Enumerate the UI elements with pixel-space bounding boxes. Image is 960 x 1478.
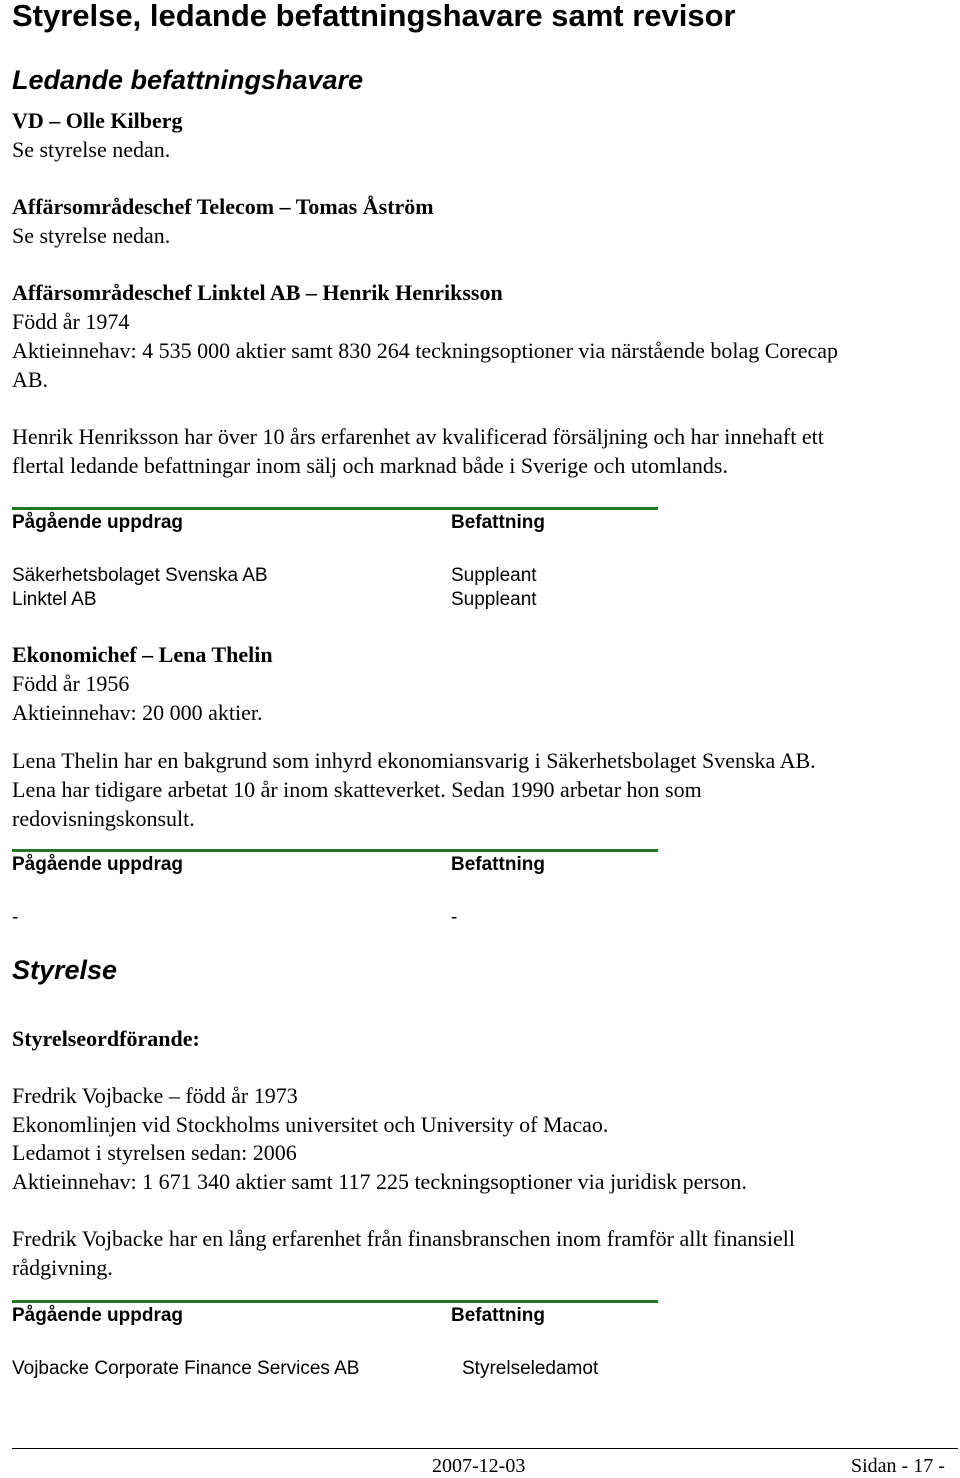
ekonomichef-bio-line3: redovisningskonsult. [12, 806, 195, 831]
table-cell-company: Vojbacke Corporate Finance Services AB [12, 1358, 360, 1379]
ekonomichef-holdings: Aktieinnehav: 20 000 aktier. [12, 700, 263, 725]
chair-since: Ledamot i styrelsen sedan: 2006 [12, 1140, 297, 1165]
chair-holdings: Aktieinnehav: 1 671 340 aktier samt 117 225 teckningsoptioner via juridisk person. [12, 1169, 747, 1194]
footer-date: 2007-12-03 [432, 1455, 526, 1477]
chair-bio-line1: Fredrik Vojbacke har en lång erfarenhet från finansbranschen inom framför allt finansiell [12, 1226, 795, 1251]
section-heading-ledande: Ledande befattningshavare [12, 65, 364, 95]
chair-bio-line2: rådgivning. [12, 1255, 113, 1280]
table-rule [12, 507, 658, 510]
section-heading-styrelse: Styrelse [12, 955, 118, 985]
vd-title: VD – Olle Kilberg [12, 108, 183, 133]
table-cell-company: Linktel AB [12, 589, 97, 610]
table-rule [12, 1300, 658, 1303]
chair-education: Ekonomlinjen vid Stockholms universitet och University of Macao. [12, 1112, 609, 1137]
table-rule [12, 849, 658, 852]
linktel-title: Affärsområdeschef Linktel AB – Henrik Henriksson [12, 280, 503, 305]
table-header-uppdrag: Pågående uppdrag [12, 854, 184, 875]
table-header-uppdrag: Pågående uppdrag [12, 1305, 184, 1326]
ekonomichef-title: Ekonomichef – Lena Thelin [12, 642, 273, 667]
table-header-befattning: Befattning [451, 1305, 545, 1326]
table-header-uppdrag: Pågående uppdrag [12, 512, 184, 533]
table-cell-role: Suppleant [451, 589, 537, 610]
ekonomichef-born: Född år 1956 [12, 671, 130, 696]
linktel-holdings-line2: AB. [12, 367, 49, 392]
footer-page-number: Sidan - 17 - [851, 1455, 945, 1477]
linktel-holdings-line1: Aktieinnehav: 4 535 000 aktier samt 830 264 teckningsoptioner via närstående bolag Corecap [12, 338, 838, 363]
table-cell-company: - [12, 907, 19, 928]
telecom-note: Se styrelse nedan. [12, 223, 171, 248]
table-cell-company: Säkerhetsbolaget Svenska AB [12, 565, 268, 586]
chair-label: Styrelseordförande: [12, 1026, 200, 1051]
vd-note: Se styrelse nedan. [12, 137, 171, 162]
telecom-title: Affärsområdeschef Telecom – Tomas Åström [12, 194, 434, 219]
table-header-befattning: Befattning [451, 512, 545, 533]
table-cell-role: - [451, 907, 458, 928]
chair-name: Fredrik Vojbacke – född år 1973 [12, 1083, 298, 1108]
ekonomichef-bio-line2: Lena har tidigare arbetat 10 år inom skatteverket. Sedan 1990 arbetar hon som [12, 777, 702, 802]
table-cell-role: Styrelseledamot [462, 1358, 599, 1379]
footer-rule [12, 1448, 958, 1449]
table-header-befattning: Befattning [451, 854, 545, 875]
ekonomichef-bio-line1: Lena Thelin har en bakgrund som inhyrd ekonomiansvarig i Säkerhetsbolaget Svenska AB. [12, 748, 816, 773]
linktel-bio-line1: Henrik Henriksson har över 10 års erfarenhet av kvalificerad försäljning och har innehaft ett [12, 424, 824, 449]
linktel-bio-line2: flertal ledande befattningar inom sälj och marknad både i Sverige och utomlands. [12, 453, 728, 478]
page-title: Styrelse, ledande befattningshavare samt revisor [12, 0, 736, 33]
table-cell-role: Suppleant [451, 565, 537, 586]
linktel-born: Född år 1974 [12, 309, 130, 334]
